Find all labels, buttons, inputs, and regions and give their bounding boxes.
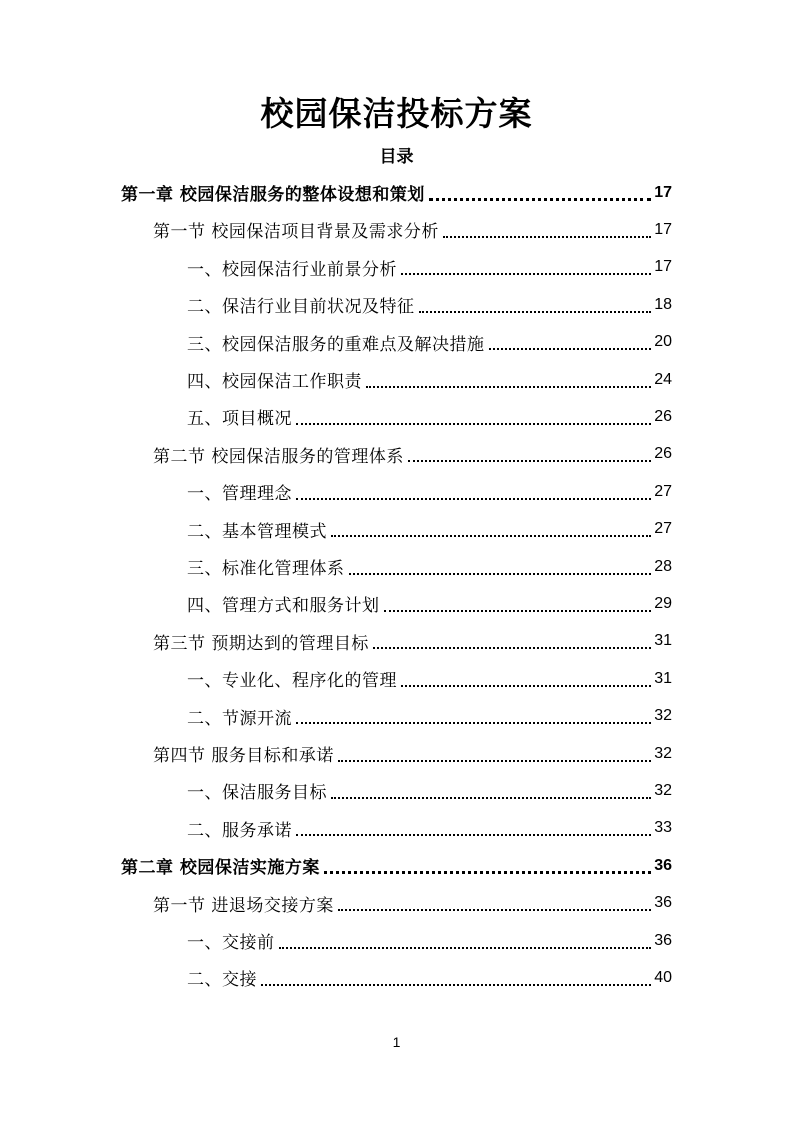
toc-entry-page: 20	[654, 333, 672, 351]
toc-entry[interactable]	[153, 623, 672, 660]
toc-heading: 目录	[379, 147, 414, 167]
toc-entry-label: 第一章 校园保洁服务的整体设想和策划	[121, 185, 425, 205]
toc-entry-page: 17	[654, 183, 672, 201]
toc-entry-label: 一、专业化、程序化的管理	[187, 671, 397, 692]
toc-entry-page: 31	[654, 669, 672, 687]
toc-entry-label: 二、节源开流	[187, 708, 292, 729]
toc-entry-label: 第二章 校园保洁实施方案	[121, 858, 320, 879]
toc-entry-label: 二、服务承诺	[187, 820, 292, 841]
toc-dot-leader	[331, 535, 651, 537]
toc-entry-page: 32	[654, 707, 672, 725]
toc-entry-label: 二、保洁行业目前状况及特征	[187, 297, 415, 318]
toc-entry-label: 一、校园保洁行业前景分析	[187, 259, 397, 280]
toc-entry[interactable]	[153, 885, 672, 922]
toc-dot-leader	[331, 797, 651, 799]
toc-dot-leader	[366, 386, 651, 388]
toc-entry-label: 第一节 校园保洁项目背景及需求分析	[153, 222, 439, 243]
toc-entry[interactable]	[187, 660, 672, 697]
toc-entry-page: 31	[654, 632, 672, 650]
toc-entry-page: 17	[654, 220, 672, 238]
toc-dot-leader	[373, 647, 651, 649]
toc-entry-label: 三、标准化管理体系	[187, 559, 345, 579]
toc-entry-page: 18	[654, 295, 672, 313]
toc-entry[interactable]	[187, 511, 672, 548]
toc-entry-label: 四、校园保洁工作职责	[187, 372, 362, 392]
toc-entry[interactable]	[187, 585, 672, 622]
toc-entry[interactable]	[187, 698, 672, 735]
toc-dot-leader	[408, 460, 651, 462]
toc-entry-page: 24	[654, 370, 672, 388]
toc-entry-page: 40	[654, 968, 672, 986]
toc-entry-label: 一、管理理念	[187, 484, 292, 505]
toc-entry-label: 二、交接	[187, 970, 257, 991]
toc-dot-leader	[489, 348, 652, 350]
toc-entry-page: 32	[654, 781, 672, 799]
toc-entry[interactable]	[187, 959, 672, 996]
toc-entry[interactable]	[187, 473, 672, 510]
toc-dot-leader	[401, 685, 651, 687]
toc-dot-leader	[338, 760, 651, 762]
toc-dot-leader	[419, 311, 652, 313]
toc-entry-label: 第三节 预期达到的管理目标	[153, 633, 369, 654]
toc-entry[interactable]	[187, 922, 672, 959]
toc-entry-page: 36	[654, 931, 672, 949]
toc-dot-leader	[338, 909, 651, 911]
toc-entry-page: 26	[654, 445, 672, 463]
toc-entry-page: 17	[654, 258, 672, 276]
toc-entry-page: 28	[654, 557, 672, 575]
toc-dot-leader	[401, 273, 651, 275]
toc-entry[interactable]	[187, 398, 672, 435]
toc-entry[interactable]	[187, 249, 672, 286]
toc-entry[interactable]	[187, 548, 672, 585]
toc-entry-label: 一、交接前	[187, 933, 275, 953]
toc-dot-leader	[296, 722, 651, 724]
toc-entry-label: 第二节 校园保洁服务的管理体系	[153, 446, 404, 467]
toc-dot-leader	[261, 984, 651, 986]
toc-dot-leader	[429, 198, 651, 201]
toc-entry[interactable]	[187, 361, 672, 398]
toc-entry-label: 五、项目概况	[187, 409, 292, 430]
toc-entry-label: 三、校园保洁服务的重难点及解决措施	[187, 334, 485, 355]
toc-entry[interactable]	[121, 174, 672, 211]
toc-dot-leader	[443, 236, 651, 238]
toc-dot-leader	[296, 423, 651, 425]
toc-dot-leader	[349, 573, 652, 575]
page-number: 1	[392, 1034, 401, 1050]
document-title: 校园保洁投标方案	[260, 94, 533, 133]
toc-entry-page: 36	[654, 894, 672, 912]
toc-entry[interactable]	[121, 847, 672, 884]
toc-entry-label: 第四节 服务目标和承诺	[153, 746, 334, 766]
toc-entry-page: 27	[654, 482, 672, 500]
toc-entry[interactable]	[153, 211, 672, 248]
toc-entry[interactable]	[153, 436, 672, 473]
toc-dot-leader	[296, 498, 651, 500]
toc-entry[interactable]	[187, 324, 672, 361]
toc-dot-leader	[279, 947, 652, 949]
toc-dot-leader	[324, 871, 651, 874]
toc-dot-leader	[384, 610, 652, 612]
toc-entry-page: 36	[654, 856, 672, 874]
toc-entry[interactable]	[187, 772, 672, 809]
toc-entry-label: 四、管理方式和服务计划	[187, 596, 380, 617]
toc-dot-leader	[296, 834, 651, 836]
toc-entry-page: 27	[654, 520, 672, 538]
toc-entry[interactable]	[187, 810, 672, 847]
toc-entry-page: 33	[654, 819, 672, 837]
toc-entry-label: 二、基本管理模式	[187, 521, 327, 542]
toc-entry-page: 32	[654, 744, 672, 762]
toc-entry[interactable]	[153, 735, 672, 772]
toc-entry-page: 26	[654, 407, 672, 425]
toc-entry-label: 第一节 进退场交接方案	[153, 895, 334, 916]
toc-entry[interactable]	[187, 286, 672, 323]
toc-entry-page: 29	[654, 594, 672, 612]
toc-entry-label: 一、保洁服务目标	[187, 783, 327, 804]
